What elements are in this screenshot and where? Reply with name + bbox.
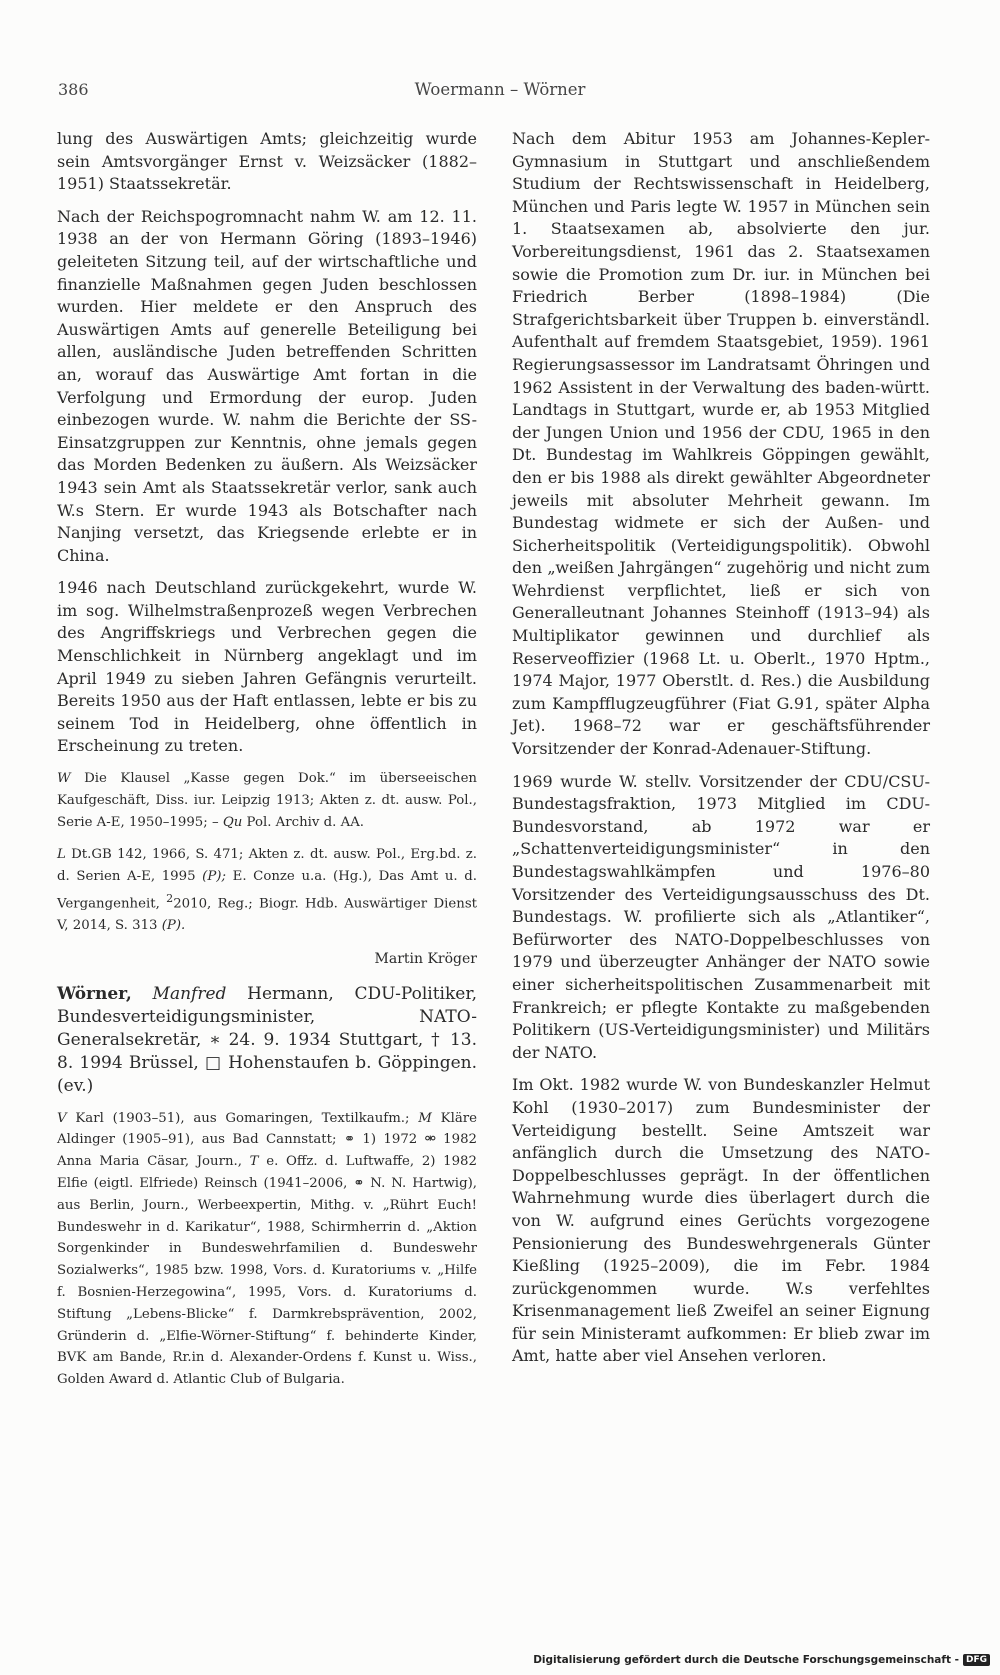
family-text: e. Offz. d. Luftwaffe, 2) 1982 Elfie (eigtl. Elfriede) Reinsch (1941–2006, ⚭ N. N. Hartwig), aus Berlin, Journ., Werbeexpertin, Mithg. v. „Rührt Euch! Bundeswehr in d. Karikatur“, 1988, Schirmherrin d. „Aktion Sorgenkinder in Bundeswehrfamilien d. Bundeswehr Sozialwerks“, 1985 bzw. 1998, Vors. d. Kuratoriums v. „Hilfe f. Bosnien-Herzegowina“, 1995, Vors. d. Kuratoriums d. Stiftung „Lebens-Blicke“ f. Darmkrebsprävention, 2002, Gründerin d. „Elfie-Wörner-Stiftung“ f. behinderte Kinder, BVK am Bande, Rr.in d. Alexander-Ordens f. Kunst u. Wiss., Golden Award d. Atlantic Club of Bulgaria.	[57, 1154, 477, 1388]
paragraph: Nach der Reichspogromnacht nahm W. am 12. 11. 1938 an der von Hermann Göring (1893–1946) geleiteten Sitzung teil, auf der wirtschaftliche und finanzielle Maßnahmen gegen Juden beschlossen wurden. Hier meldete er den Anspruch des Auswärtigen Amts auf generelle Beteiligung bei allen, ausländische Juden betreffenden Schritten an, worauf das Auswärtige Amt fortan in die Verfolgung und Ermordung der europ. Juden einbezogen wurde. W. nahm die Berichte der SS-Einsatzgruppen zur Kenntnis, ohne jemals gegen das Morden Bedenken zu äußern. Als Weizsäcker 1943 sein Amt als Staatssekretär verlor, sank auch W.s Stern. Er wurde 1943 als Botschafter nach Nanjing versetzt, das Kriegsende erlebte er in China.	[57, 206, 477, 565]
family-section	[57, 1108, 477, 1391]
footer-credit: Digitalisierung gefördert durch die Deutsche Forschungsgemeinschaft -	[533, 1654, 959, 1666]
entry-details: Hermann, CDU-Politiker, Bundesverteidigungsminister, NATO-Generalsekretär, ∗ 24. 9. 1934 Stuttgart, † 13. 8. 1994 Brüssel, □ Hohenstaufen b. Göppingen. (ev.)	[57, 983, 478, 1096]
paragraph: 1946 nach Deutschland zurückgekehrt, wurde W. im sog. Wilhelmstraßenprozeß wegen Verbrechen des Angriffskriegs und Verbrechen gegen die Menschlichkeit in Nürnberg angeklagt und im April 1949 zu sieben Jahren Gefängnis verurteilt. Bereits 1950 aus der Haft entlassen, lebte er bis zu seinem Tod in Heidelberg, ohne öffentlich in Erscheinung zu treten.	[57, 578, 477, 756]
dfg-logo: DFG	[963, 1654, 990, 1666]
author-signature: Martin Kröger	[374, 951, 477, 968]
right-column	[512, 128, 930, 1378]
page-number: 386	[58, 80, 89, 99]
father-label: V	[57, 1110, 67, 1126]
paragraph: lung des Auswärtigen Amts; gleichzeitig wurde sein Amtsvorgänger Ernst v. Weizsäcker (1882–1951) Staatssekretär.	[57, 129, 477, 194]
literature-section	[57, 844, 477, 937]
works-label: W	[57, 771, 71, 787]
literature-text: 2010, Reg.; Biogr. Hdb. Auswärtiger Dienst V, 2014, S. 313	[57, 896, 477, 934]
footer	[533, 1654, 990, 1666]
paragraph: 1969 wurde W. stellv. Vorsitzender der CDU/CSU-Bundestagsfraktion, 1973 Mitglied im CDU-Bundesvorstand, ab 1972 war er „Schattenverteidigungsminister“ in den Bundestagswahlkämpfen und 1976–80 Vorsitzender des Verteidigungsausschuss des Dt. Bundestags. W. profilierte sich als „Atlantiker“, Befürworter des NATO-Doppelbeschlusses von 1979 und überzeugter Anhänger der NATO sowie einer sicherheitspolitischen Zusammenarbeit mit Frankreich; er pflegte Kontakte zu maßgebenden Politikern (US-Verteidigungsminister) und Militärs der NATO.	[512, 771, 930, 1062]
works-section	[57, 768, 477, 833]
mother-label: M	[418, 1110, 432, 1126]
family-text: Karl (1903–51), aus Gomaringen, Textilkaufm.;	[66, 1110, 419, 1126]
sources-label: Qu	[222, 814, 243, 830]
left-column	[57, 128, 477, 1402]
paragraph: Im Okt. 1982 wurde W. von Bundeskanzler Helmut Kohl (1930–2017) zum Bundesminister der Verteidigung bestellt. Seine Amtszeit war anfänglich durch die Umsetzung des NATO-Doppelbeschlusses geprägt. In der öffentlichen Wahrnehmung wurde dies überlagert durch die von W. aufgrund eines Gerüchts vorgezogene Pensionierung des Bundeswehrgenerals Günter Kießling (1925–2009), die im Febr. 1984 zurückgenommen wurde. W.s verfehltes Krisenmanagement ließ Zweifel an seiner Eignung für sein Ministeramt aufkommen: Er blieb zwar im Amt, hatte aber viel Ansehen verloren.	[512, 1075, 930, 1366]
running-head: Woermann – Wörner	[414, 80, 586, 99]
literature-text: Dt.GB 142, 1966, S. 471; Akten z. dt. ausw. Pol., Erg.bd. z. d. Serien A-E, 1995	[57, 847, 477, 885]
daughter-label: T	[249, 1154, 259, 1170]
portrait-marker: (P);	[202, 869, 226, 885]
paragraph: Nach dem Abitur 1953 am Johannes-Kepler-Gymnasium in Stuttgart und anschließendem Studium der Rechtswissenschaft in Heidelberg, München und Paris legte W. 1957 in München sein 1. Staatsexamen ab, absolvierte den jur. Vorbereitungsdienst, 1961 das 2. Staatsexamen sowie die Promotion zum Dr. iur. in München bei Friedrich Berber (1898–1984) (Die Strafgerichtsbarkeit über Truppen b. einverständl. Aufenthalt auf fremdem Staatsgebiet, 1959). 1961 Regierungsassessor im Landratsamt Öhringen und 1962 Assistent in der Verwaltung des baden-württ. Landtags in Stuttgart, wurde er, ab 1953 Mitglied der Jungen Union und 1956 der CDU, 1965 in den Dt. Bundestag im Wahlkreis Göppingen gewählt, den er bis 1988 als direkt gewählter Abgeordneter jeweils mit absoluter Mehrheit gewann. Im Bundestag widmete er sich der Außen- und Sicherheitspolitik (Verteidigungspolitik). Obwohl den „weißen Jahrgängen“ zugehörig und nicht zum Wehrdienst verpflichtet, ließ er sich von Generalleutnant Johannes Steinhoff (1913–94) als Multiplikator gewinnen und durchlief als Reserveoffizier (1968 Lt. u. Oberlt., 1970 Hptm., 1974 Major, 1977 Oberstlt. d. Res.) die Ausbildung zum Kampfflugzeugführer (Fiat G.91, später Alpha Jet). 1968–72 war er geschäftsführender Vorsitzender der Konrad-Adenauer-Stiftung.	[512, 129, 930, 759]
literature-text: E. Conze u.a. (Hg.), Das Amt u. d. Vergangenheit,	[57, 869, 477, 912]
portrait-marker: (P).	[161, 918, 186, 934]
family-text: Kläre Aldinger (1905–91), aus Bad Cannstatt; ⚭ 1) 1972 ⚮ 1982 Anna Maria Cäsar, Journ.,	[57, 1110, 477, 1170]
entry-firstname: Manfred	[131, 983, 227, 1004]
works-text: Die Klausel „Kasse gegen Dok.“ im überseeischen Kaufgeschäft, Diss. iur. Leipzig 1913; Akten z. dt. ausw. Pol., Serie A-E, 1950–1995; –	[57, 771, 477, 830]
works-text: Pol. Archiv d. AA.	[242, 814, 365, 830]
entry-heading	[57, 983, 477, 1098]
literature-label: L	[57, 847, 66, 863]
entry-surname: Wörner,	[57, 983, 132, 1004]
edition-superscript: 2	[166, 892, 174, 906]
